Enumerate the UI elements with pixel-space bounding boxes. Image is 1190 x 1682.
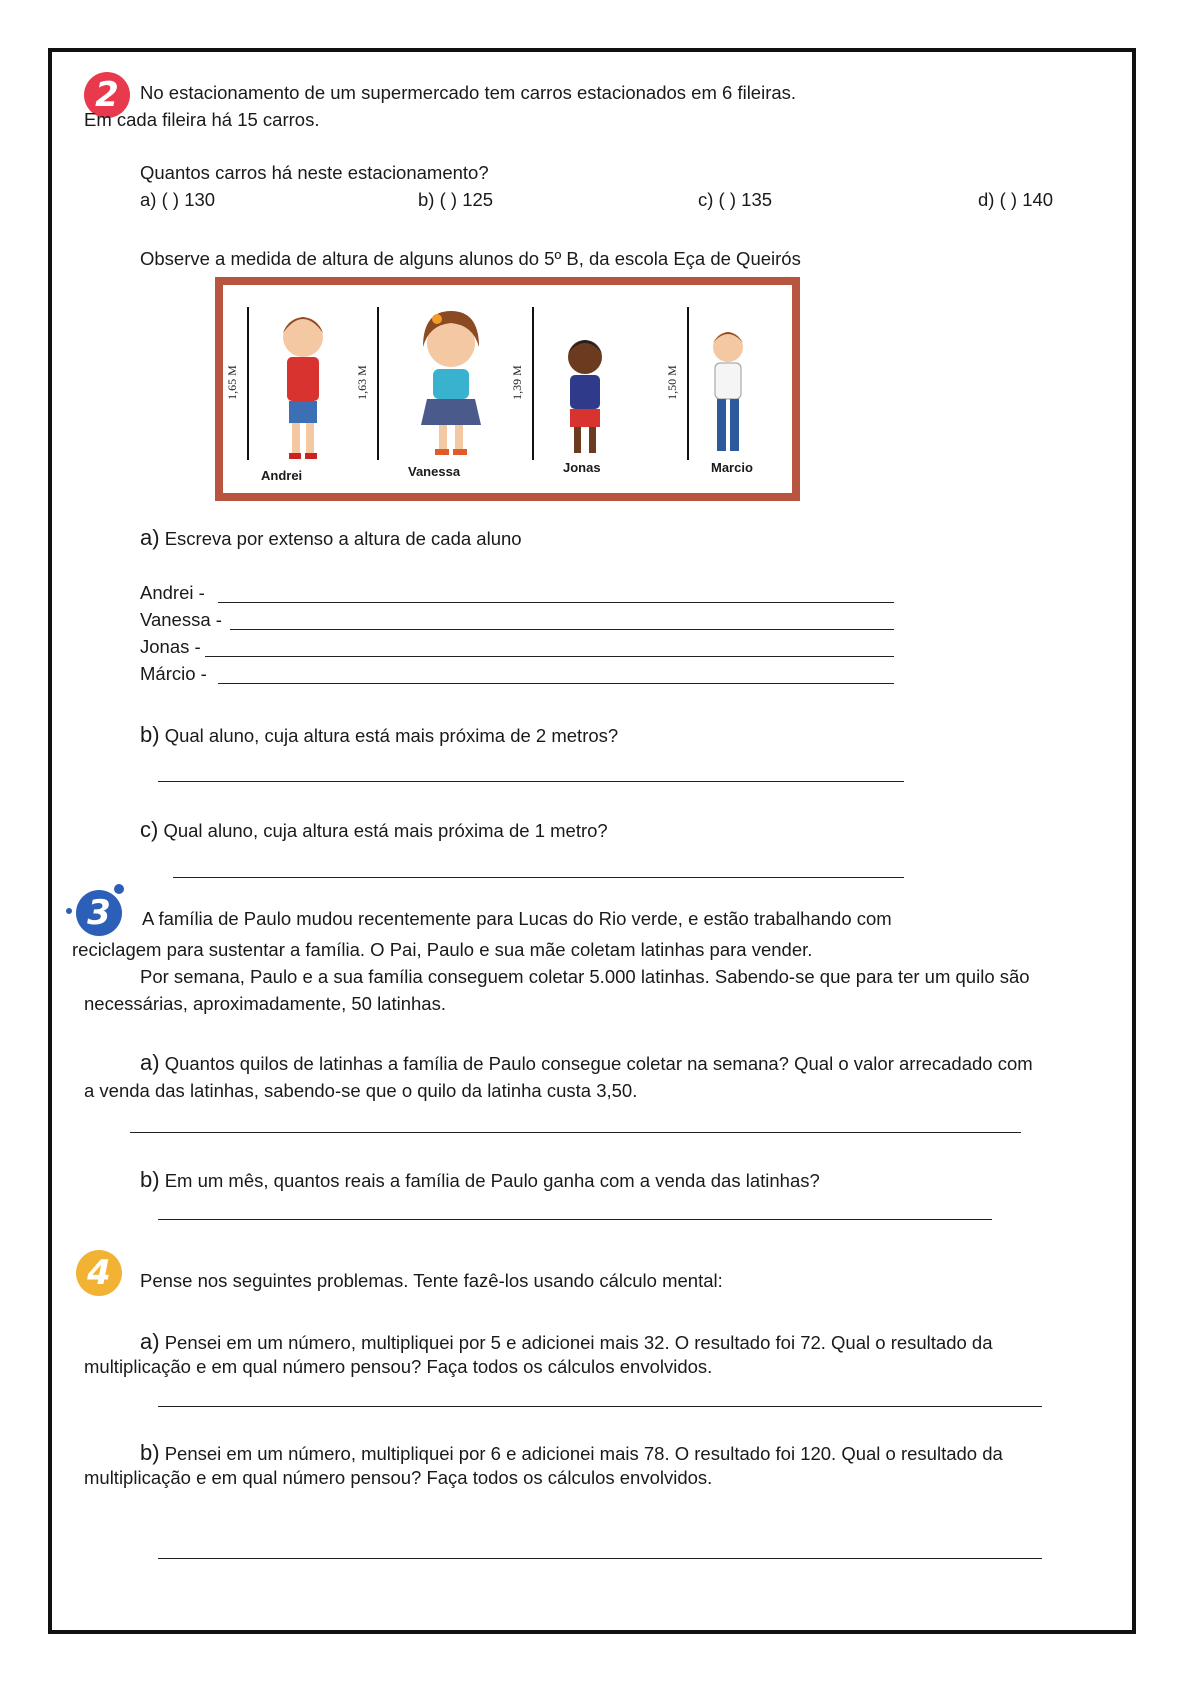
q3-para2b: necessárias, aproximadamente, 50 latinhas.: [84, 993, 446, 1014]
q3a-answer-line[interactable]: [130, 1132, 1021, 1133]
answer-line-andrei[interactable]: [218, 602, 894, 603]
q4a-text: Pensei em um número, multipliquei por 5 e adicionei mais 32. O resultado foi 72. Qual o resultado da: [164, 1332, 993, 1353]
q4a-answer-line[interactable]: [158, 1406, 1042, 1407]
q4b-answer-line[interactable]: [158, 1558, 1042, 1559]
q3-line2: reciclagem para sustentar a família. O Pai, Paulo e sua mãe coletam latinhas para vender.: [72, 939, 813, 960]
q2a-text: Escreva por extenso a altura de cada aluno: [164, 528, 522, 549]
q2-option-b[interactable]: b) ( ) 125: [418, 189, 494, 210]
q3b-text: Em um mês, quantos reais a família de Paulo ganha com a venda das latinhas?: [164, 1170, 820, 1191]
q3-line1: A família de Paulo mudou recentemente para Lucas do Rio verde, e estão trabalhando com: [142, 908, 892, 929]
answer-line-marcio[interactable]: [218, 683, 894, 684]
jonas-height-label: 1,39 M: [509, 365, 524, 400]
students-height-figure: [215, 277, 800, 501]
vanessa-height-label: 1,63 M: [354, 365, 369, 400]
andrei-figure: [283, 317, 323, 459]
q2b-answer-line[interactable]: [158, 781, 904, 782]
q2c-answer-line[interactable]: [173, 877, 904, 878]
badge-3-dot: [114, 884, 124, 894]
marcio-figure: [713, 332, 743, 451]
q4b-text2: multiplicação e em qual número pensou? Faça todos os cálculos envolvidos.: [84, 1467, 713, 1488]
jonas-figure: [568, 340, 602, 453]
question-3-badge: 3: [76, 890, 122, 936]
vanessa-figure: [421, 311, 481, 455]
q3b-letter: b): [140, 1167, 160, 1192]
q2-observe-text: Observe a medida de altura de alguns alunos do 5º B, da escola Eça de Queirós: [140, 248, 801, 269]
q2a-letter: a): [140, 525, 160, 550]
q2-line2: Em cada fileira há 15 carros.: [84, 109, 320, 130]
q2-question: Quantos carros há neste estacionamento?: [140, 162, 489, 183]
q3a-text: Quantos quilos de latinhas a família de Paulo consegue coletar na semana? Qual o valor arrecadado com: [164, 1053, 1033, 1074]
q2b-letter: b): [140, 722, 160, 747]
q2c-text: Qual aluno, cuja altura está mais próxima de 1 metro?: [163, 820, 608, 841]
answer-label-andrei: Andrei -: [140, 582, 205, 603]
question-4-badge: 4: [76, 1250, 122, 1296]
answer-label-vanessa: Vanessa -: [140, 609, 222, 630]
q2-option-a[interactable]: a) ( ) 130: [140, 189, 216, 210]
question-2-badge: 2: [84, 72, 130, 118]
answer-label-marcio: Márcio -: [140, 663, 207, 684]
andrei-height-label: 1,65 M: [224, 365, 239, 400]
vanessa-name: Vanessa: [408, 464, 461, 479]
marcio-name: Marcio: [711, 460, 753, 475]
q4-intro: Pense nos seguintes problemas. Tente fazê-los usando cálculo mental:: [140, 1270, 723, 1291]
q2b-text: Qual aluno, cuja altura está mais próxima de 2 metros?: [164, 725, 619, 746]
q3-para2: Por semana, Paulo e a sua família conseguem coletar 5.000 latinhas. Sabendo-se que para ter um quilo são: [140, 966, 1030, 987]
q4b-text: Pensei em um número, multipliquei por 6 e adicionei mais 78. O resultado foi 120. Qual o resultado da: [164, 1443, 1003, 1464]
q4a-text2: multiplicação e em qual número pensou? Faça todos os cálculos envolvidos.: [84, 1356, 713, 1377]
andrei-name: Andrei: [261, 468, 303, 483]
q2-line1: No estacionamento de um supermercado tem carros estacionados em 6 fileiras.: [140, 82, 797, 103]
q4b-letter: b): [140, 1440, 160, 1465]
marcio-height-label: 1,50 M: [664, 365, 679, 400]
answer-line-jonas[interactable]: [205, 656, 894, 657]
students-illustration: [223, 285, 792, 493]
q3a-text2: a venda das latinhas, sabendo-se que o quilo da latinha custa 3,50.: [84, 1080, 638, 1101]
answer-label-jonas: Jonas -: [140, 636, 201, 657]
q3a-letter: a): [140, 1050, 160, 1075]
answer-line-vanessa[interactable]: [230, 629, 894, 630]
q3b-answer-line[interactable]: [158, 1219, 992, 1220]
q2c-letter: c): [140, 817, 159, 842]
q2-option-c[interactable]: c) ( ) 135: [698, 189, 773, 210]
badge-3-dot-small: [66, 908, 72, 914]
q4a-letter: a): [140, 1329, 160, 1354]
jonas-name: Jonas: [563, 460, 601, 475]
q2-option-d[interactable]: d) ( ) 140: [978, 189, 1054, 210]
